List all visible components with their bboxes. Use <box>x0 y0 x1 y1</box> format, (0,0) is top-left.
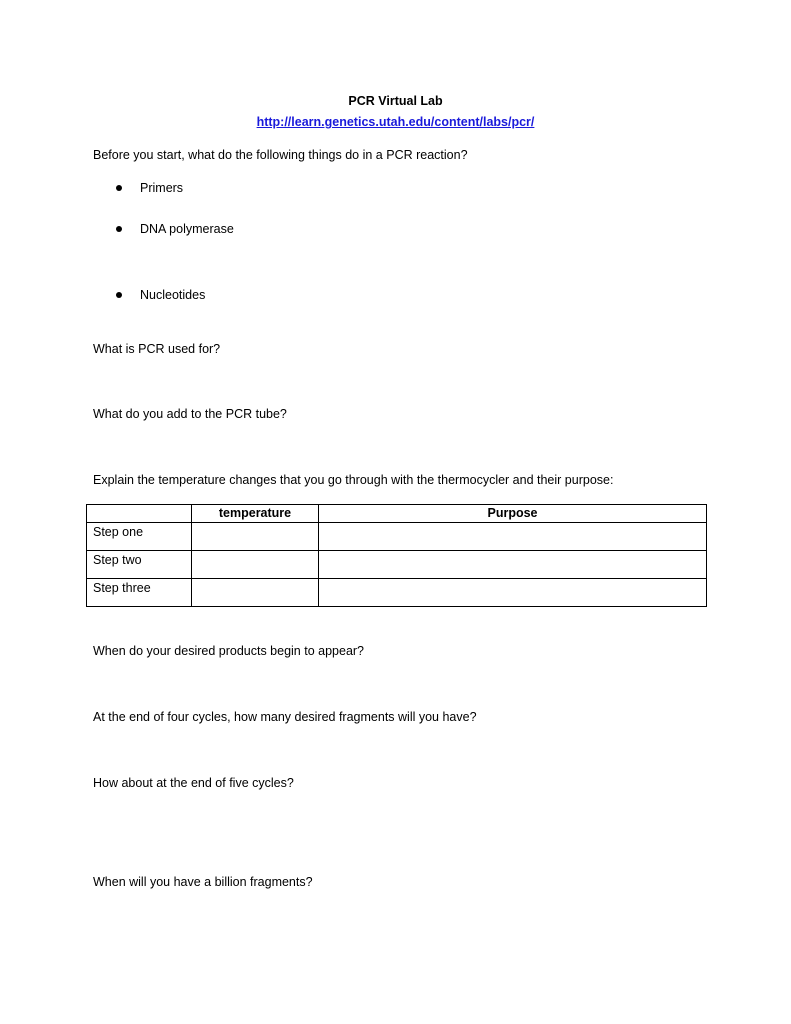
table-header-blank <box>87 505 192 523</box>
bullet-primers: Primers <box>140 181 184 195</box>
bullet-dot-icon <box>116 292 122 298</box>
lab-link-container <box>0 115 791 129</box>
row-label-step-two: Step two <box>87 551 192 579</box>
cell-purpose[interactable] <box>319 551 707 579</box>
question-products-appear: When do your desired products begin to appear? <box>93 644 365 658</box>
table-row <box>87 551 707 579</box>
temperature-table <box>86 504 707 607</box>
bullet-dna-polymerase: DNA polymerase <box>140 222 234 236</box>
bullet-dot-icon <box>116 226 122 232</box>
question-pcr-used-for: What is PCR used for? <box>93 342 221 356</box>
cell-temperature[interactable] <box>192 579 319 607</box>
table-row <box>87 579 707 607</box>
cell-purpose[interactable] <box>319 523 707 551</box>
table-row <box>87 523 707 551</box>
question-billion-fragments: When will you have a billion fragments? <box>93 875 313 889</box>
cell-temperature[interactable] <box>192 523 319 551</box>
question-temperature-changes: Explain the temperature changes that you go through with the thermocycler and their purpose: <box>93 473 614 487</box>
question-five-cycles: How about at the end of five cycles? <box>93 776 294 790</box>
page-title: PCR Virtual Lab <box>348 94 443 108</box>
bullet-dot-icon <box>116 185 122 191</box>
question-add-to-tube: What do you add to the PCR tube? <box>93 407 287 421</box>
table-header-row <box>87 505 707 523</box>
table-header-temperature: temperature <box>192 505 319 523</box>
cell-purpose[interactable] <box>319 579 707 607</box>
row-label-step-three: Step three <box>87 579 192 607</box>
row-label-step-one: Step one <box>87 523 192 551</box>
question-four-cycles: At the end of four cycles, how many desired fragments will you have? <box>93 710 477 724</box>
table-header-purpose: Purpose <box>319 505 707 523</box>
intro-question: Before you start, what do the following things do in a PCR reaction? <box>93 148 468 162</box>
lab-link[interactable]: http://learn.genetics.utah.edu/content/labs/pcr/ <box>256 115 535 129</box>
cell-temperature[interactable] <box>192 551 319 579</box>
bullet-nucleotides: Nucleotides <box>140 288 206 302</box>
